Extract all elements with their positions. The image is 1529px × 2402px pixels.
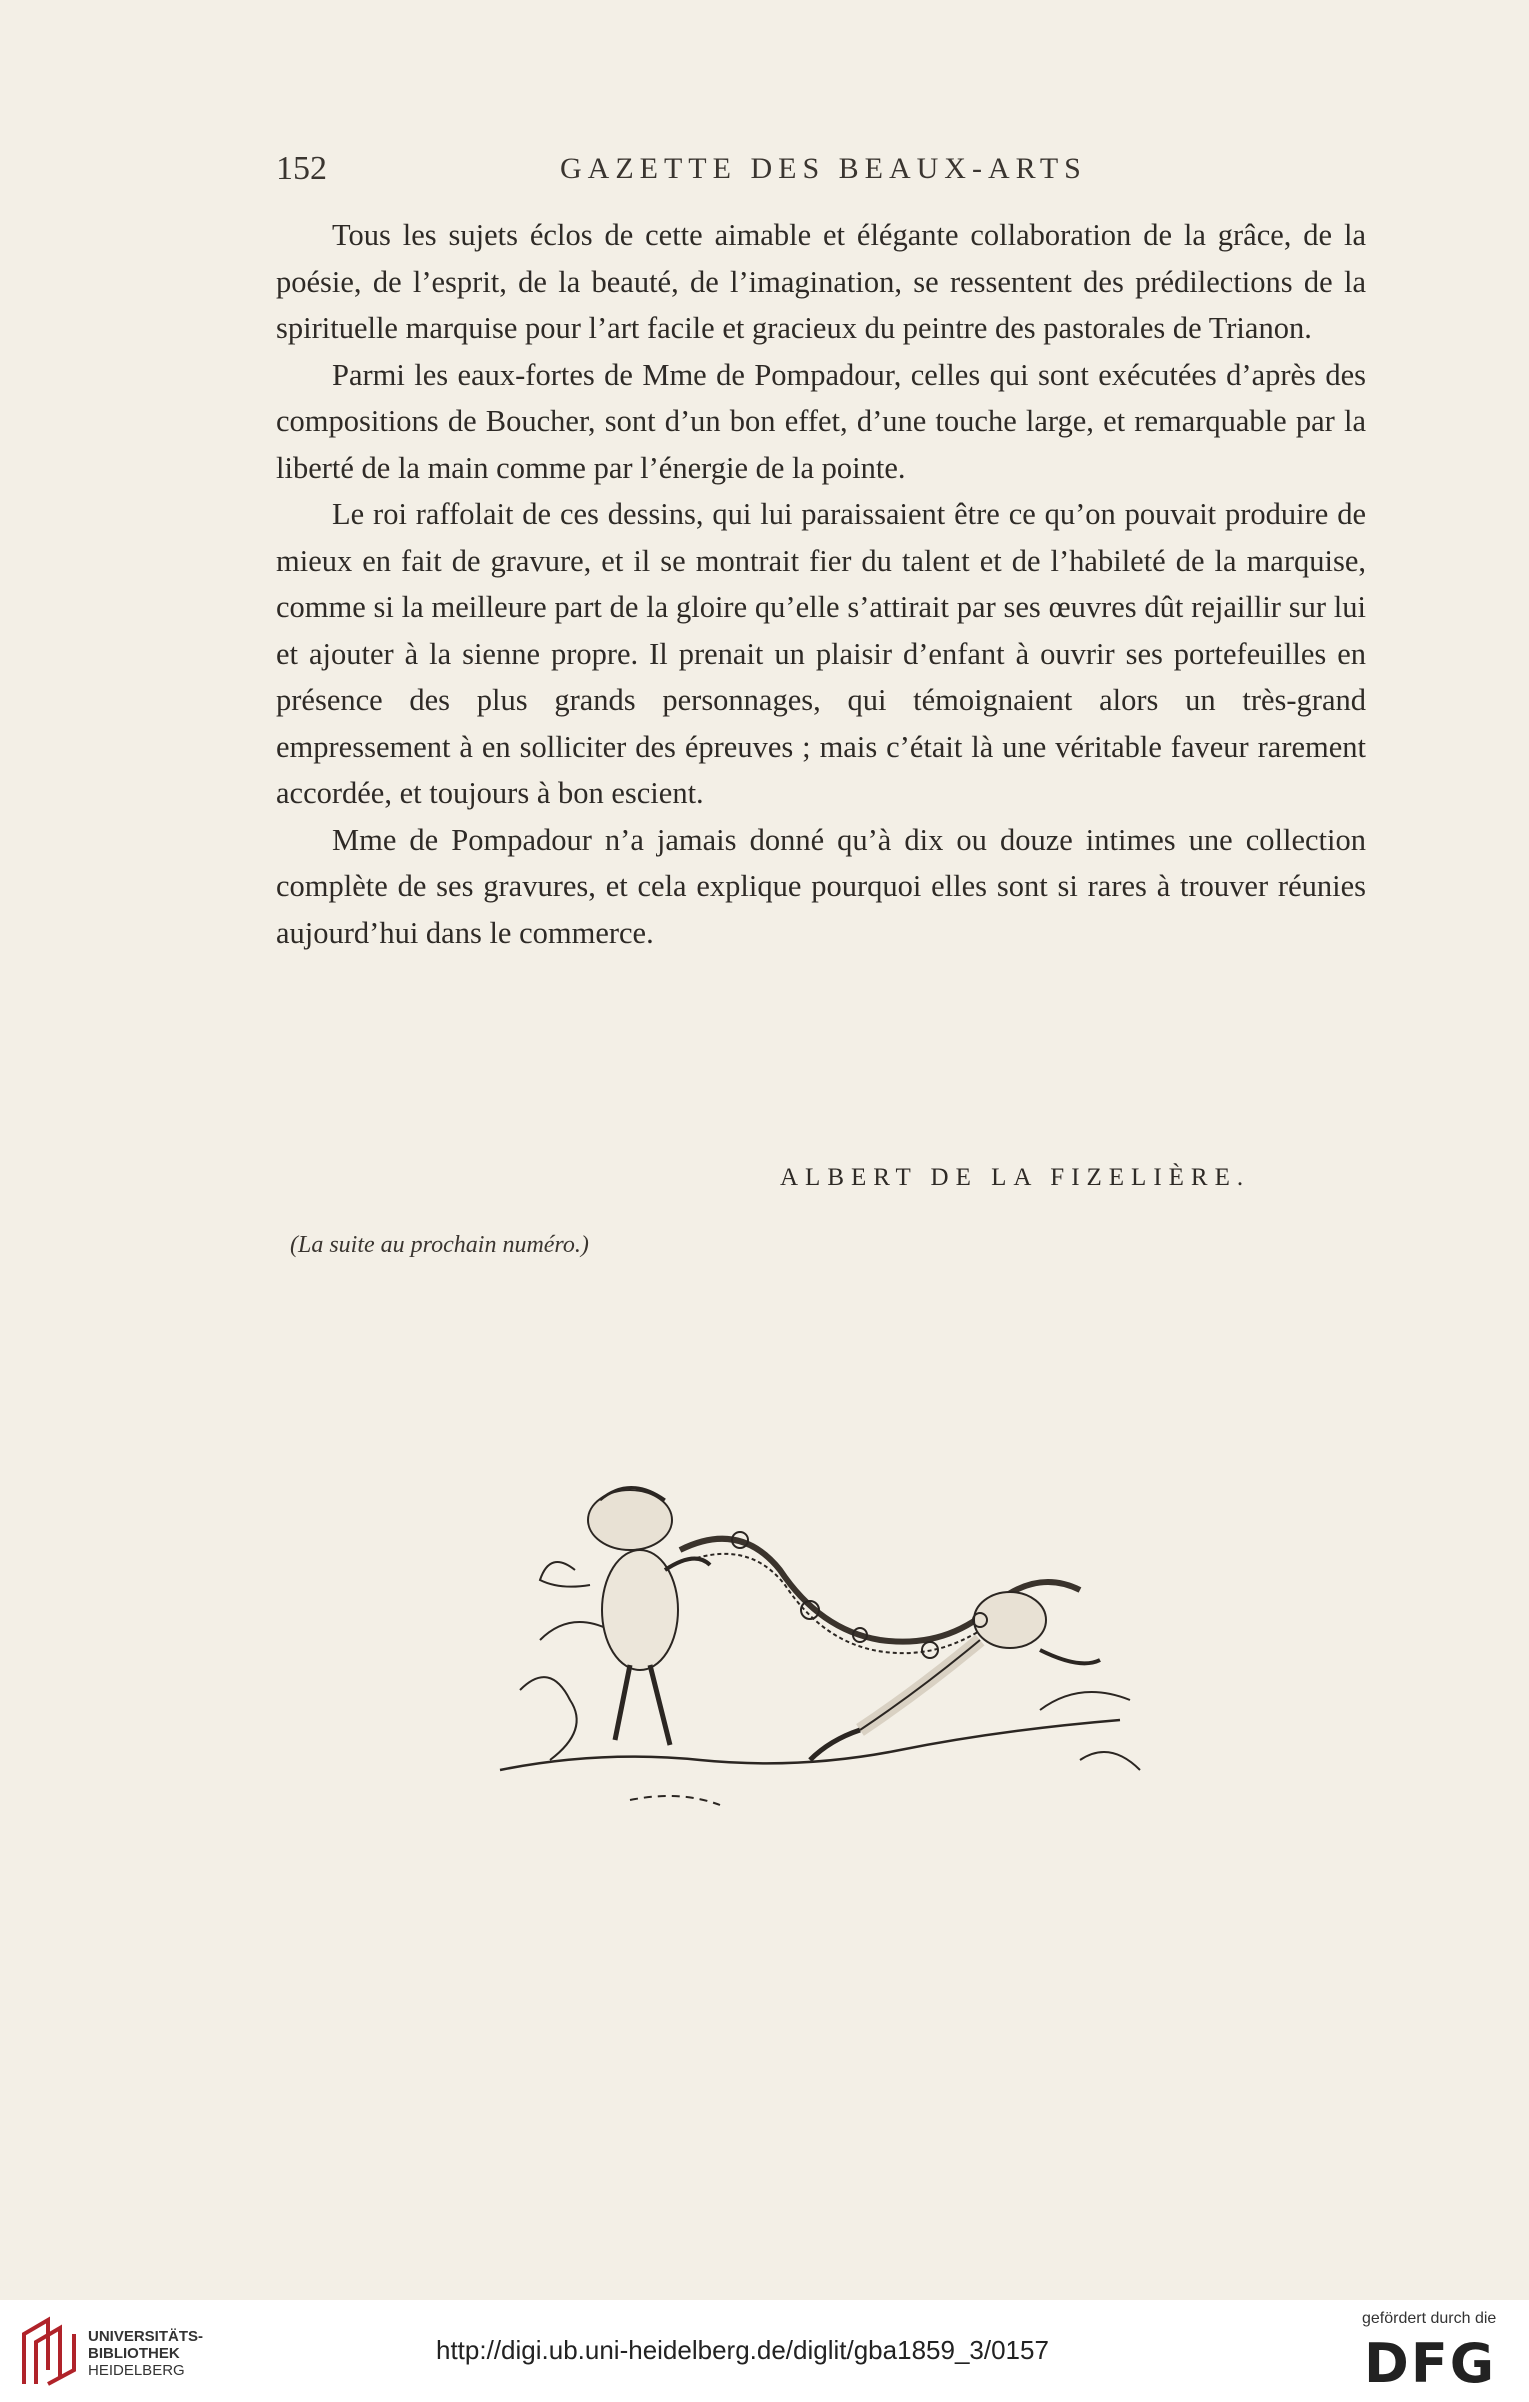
university-library-logo-icon <box>18 2314 80 2388</box>
dfg-logo: DFG <box>1364 2332 1497 2395</box>
journal-title: GAZETTE DES BEAUX-ARTS <box>560 152 1087 185</box>
cherubs-garland-engraving-icon <box>480 1460 1160 1820</box>
funded-by-label: gefördert durch die <box>1362 2310 1497 2327</box>
page-number: 152 <box>276 150 327 187</box>
continued-note: (La suite au prochain numéro.) <box>290 1232 589 1258</box>
article-body <box>276 212 1366 956</box>
footer <box>0 2300 1529 2402</box>
library-name-line-1: UNIVERSITÄTS- <box>88 2328 204 2345</box>
author-signature: ALBERT DE LA FIZELIÈRE. <box>780 1164 1251 1191</box>
running-head <box>0 150 1529 190</box>
library-name-line-2: BIBLIOTHEK <box>88 2345 180 2362</box>
paragraph-1: Tous les sujets éclos de cette aimable et élégante collaboration de la grâce, de la poésie, de l’esprit, de la beauté, de l’imagination, se ressentent des prédilections de la spirituelle marquise pour l’art facile et gracieux du peintre des pastorales de Trianon. <box>276 218 1366 345</box>
library-name-line-3: HEIDELBERG <box>88 2362 185 2379</box>
paragraph-3: Le roi raffolait de ces dessins, qui lui paraissaient être ce qu’on pouvait produire de mieux en fait de gravure, et il se montrait fier du talent et de l’habileté de la marquise, comme si la meilleure part de la gloire qu’elle s’attirait par ses œuvres dût rejaillir sur lui et ajouter à la sienne propre. Il prenait un plaisir d’enfant à ouvrir ses portefeuilles en présence des plus grands personnages, qui témoignaient alors un très-grand empressement à en solliciter des épreuves ; mais c’était là une véritable faveur rarement accordée, et toujours à bon escient. <box>276 497 1366 810</box>
digital-copy-link[interactable]: http://digi.ub.uni-heidelberg.de/diglit/gba1859_3/0157 <box>436 2335 1049 2365</box>
library-name <box>88 2328 248 2379</box>
paragraph-4: Mme de Pompadour n’a jamais donné qu’à dix ou douze intimes une collection complète de ses gravures, et cela explique pourquoi elles sont si rares à trouver réunies aujourd’hui dans le commerce. <box>276 822 1366 950</box>
paragraph-2: Parmi les eaux-fortes de Mme de Pompadour, celles qui sont exécutées d’après des compositions de Boucher, sont d’un bon effet, d’une touche large, et remarquable par la liberté de la main comme par l’énergie de la pointe. <box>276 357 1366 485</box>
